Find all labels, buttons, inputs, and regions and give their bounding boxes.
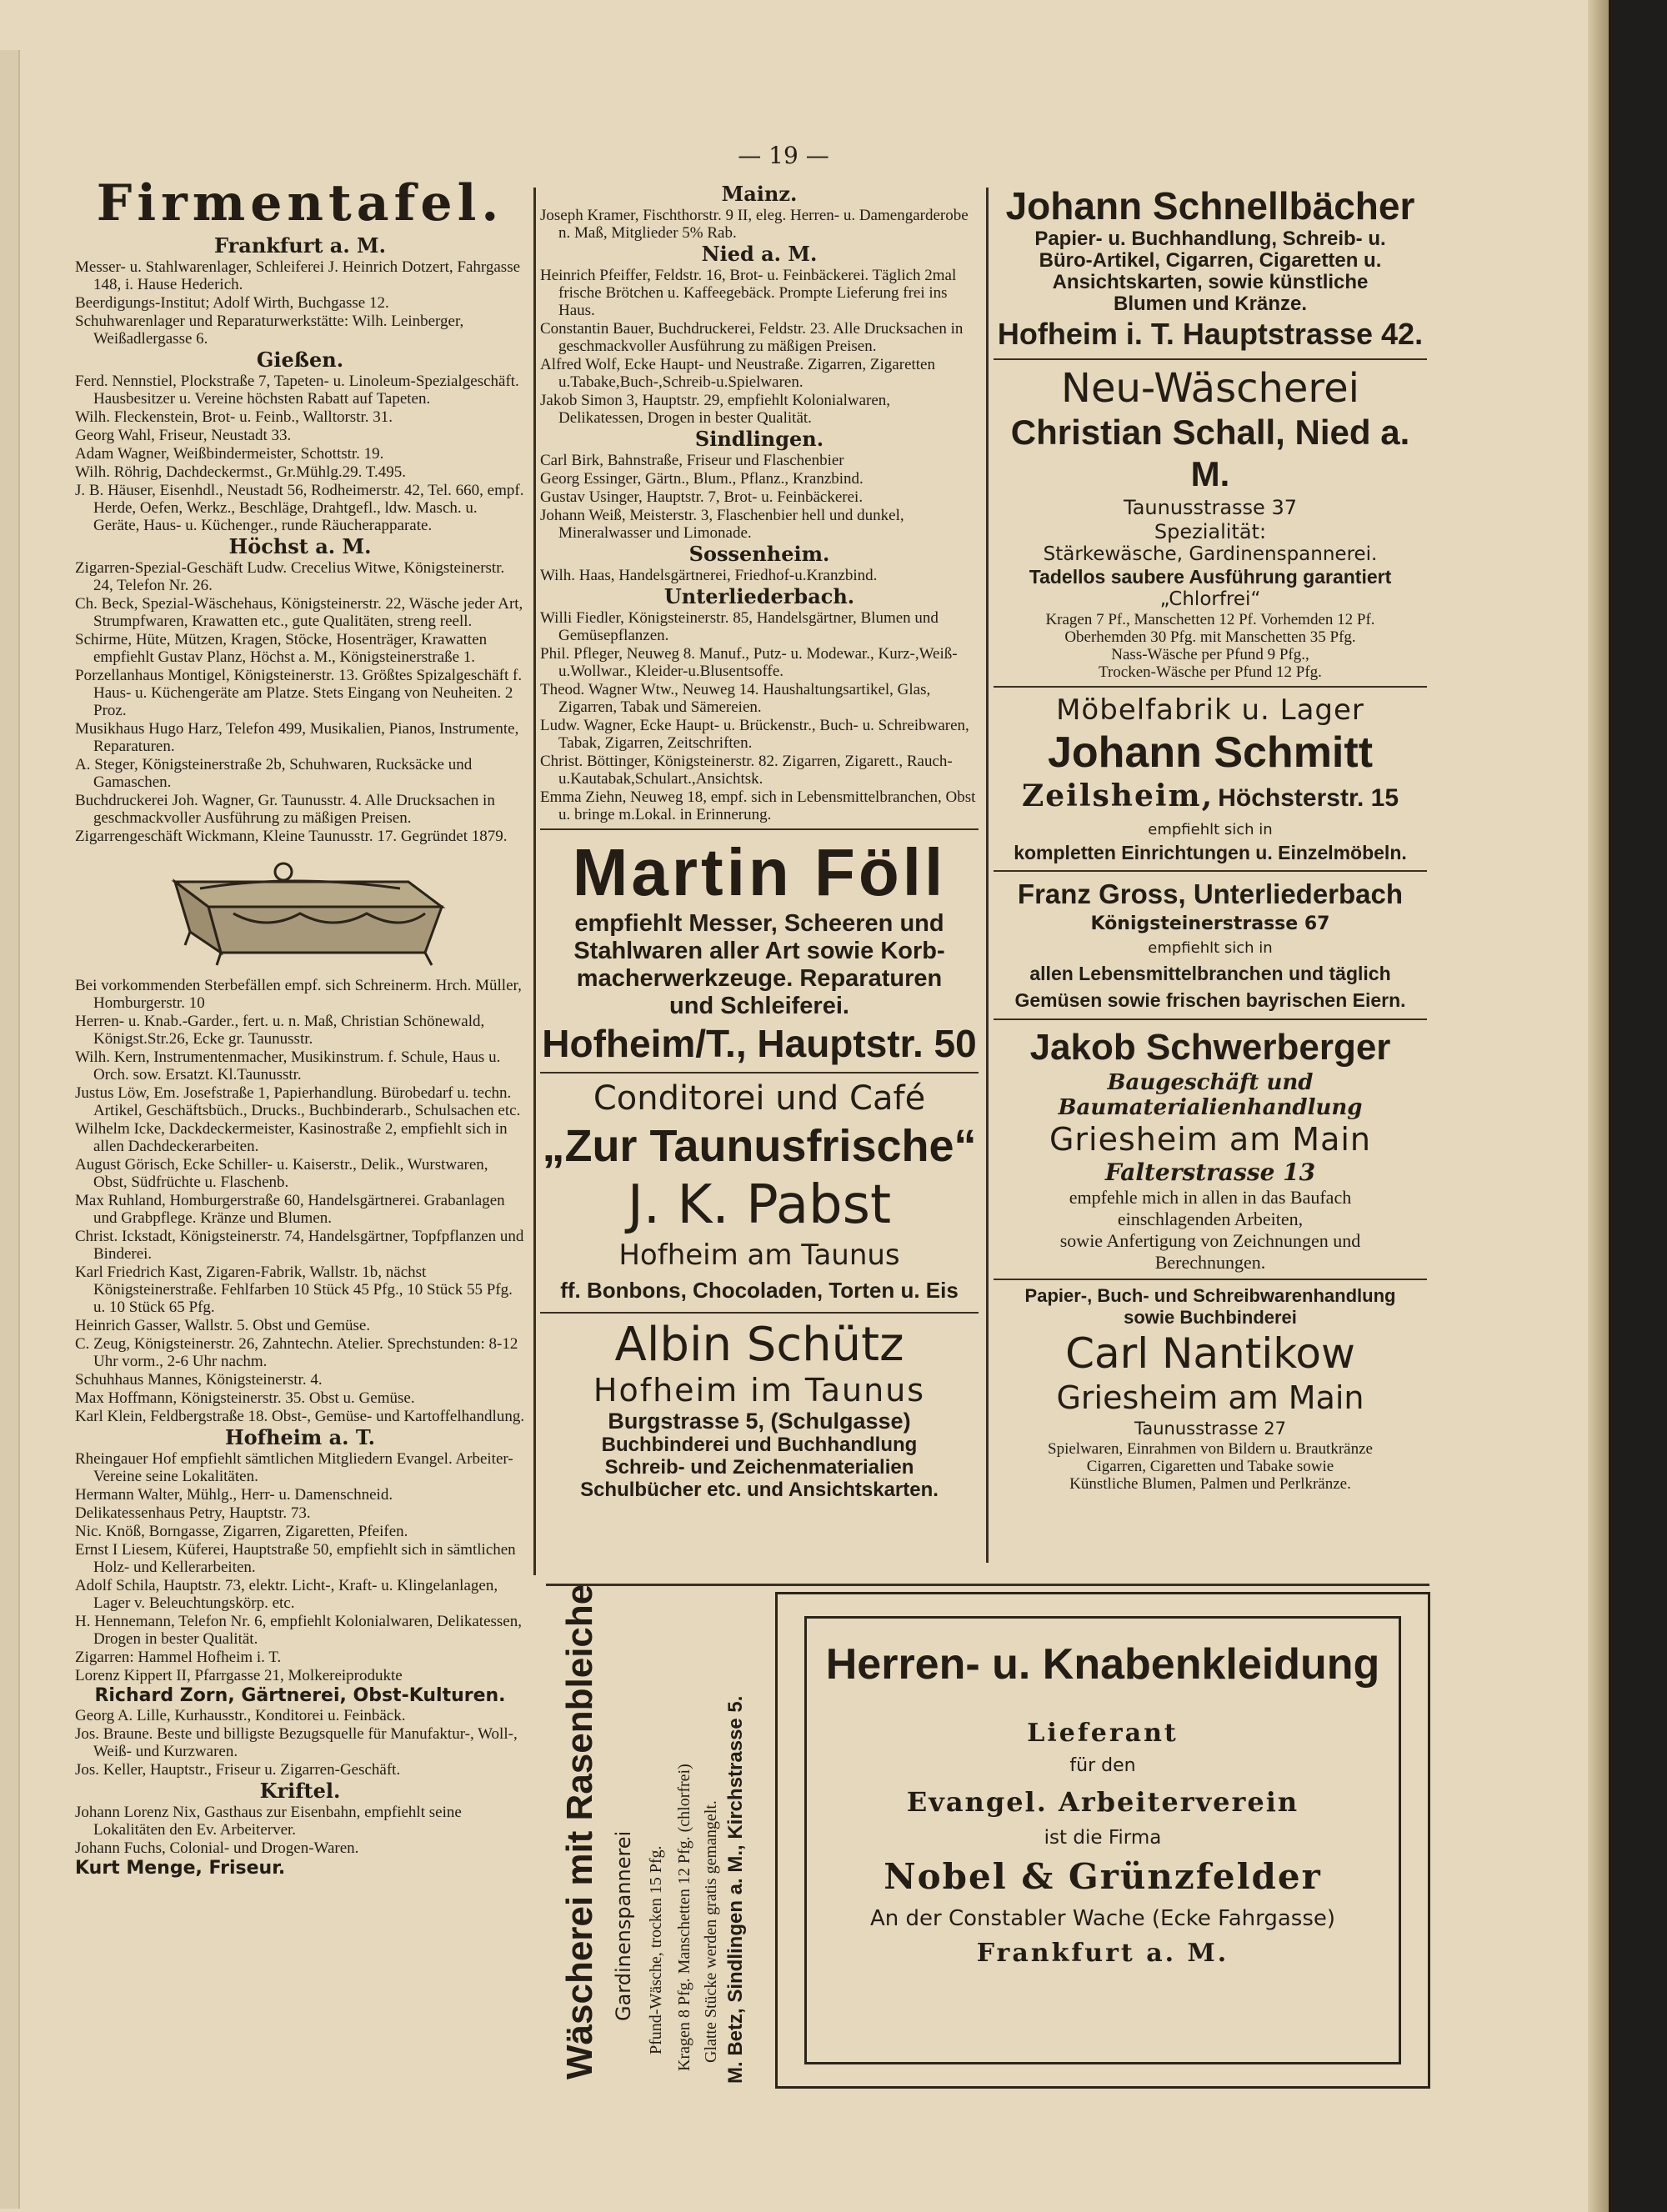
ad-martin-foell [540,835,979,1067]
divider [994,1279,1427,1280]
schwerberger-name: Jakob Schwerberger [1029,1027,1391,1068]
nobel-line-5: An der Constabler Wache (Ecke Fahrgasse) [869,1906,1336,1931]
column-right [994,183,1427,1567]
foell-line-3: macherwerkzeuge. Reparaturen [576,965,943,992]
gross-line-2: empfiehlt sich in [1148,939,1273,957]
divider [994,686,1427,688]
schwerberger-line-2: Baumaterialienhandlung [1058,1095,1363,1120]
directory-entry: Wilh. Haas, Handelsgärtnerei, Friedhof-u.Kranzbind. [540,567,878,584]
schnell-line-2: Büro-Artikel, Cigarren, Cigaretten u. [1039,249,1382,272]
directory-entry: August Görisch, Ecke Schiller- u. Kaiserstr., Delik., Wurstwaren, Obst, Südfrüchte u. Flaschenb. [75,1156,488,1191]
ad-nobel-gruenzfelder [775,1592,1430,2089]
nobel-line-6: Frankfurt a. M. [976,1939,1229,1968]
directory-entry: Ernst I Liesem, Küferei, Hauptstraße 50, empfiehlt sich in sämtlichen Holz- und Kellerarbeiten. [75,1541,516,1576]
nobel-line-1: Lieferant [1027,1719,1179,1748]
schnell-address: Hofheim i. T. Hauptstrasse 42. [997,317,1424,351]
schnell-name: Johann Schnellbächer [1005,184,1415,228]
directory-entry: Joseph Kramer, Fischthorstr. 9 II, eleg. Herren- u. Damengarderobe n. Maß, Mitglieder 5% Rab. [540,207,969,242]
section-heading: Gießen. [256,348,344,372]
schall-line-7: Oberhemden 30 Pfg. mit Manschetten 35 Pfg. [1064,628,1356,646]
directory-entry: Lorenz Kippert II, Pfarrgasse 21, Molkereiprodukte [75,1667,403,1684]
schwerberger-street: Falterstrasse 13 [1104,1159,1316,1186]
schall-line-8: Nass-Wäsche per Pfund 9 Pfg., [1111,646,1309,663]
directory-entry: Christ. Böttinger, Königsteinerstr. 82. Zigarren, Zigarett., Rauch-u.Kautabak,Schulart.,Ansichtsk. [540,753,953,788]
directory-entry: A. Steger, Königsteinerstraße 2b, Schuhwaren, Rucksäcke und Gamaschen. [75,756,473,791]
coffin-illustration [75,848,525,973]
section-heading: Sindlingen. [694,427,824,451]
page-stack-edge [1588,0,1609,2212]
directory-entry: Zigarren: Hammel Hofheim i. T. [75,1649,282,1666]
gross-title: Franz Gross, Unterliederbach [1017,878,1404,909]
schall-line-3: Stärkewäsche, Gardinenspannerei. [1043,543,1378,565]
directory-entry: Schirme, Hüte, Mützen, Kragen, Stöcke, Hosenträger, Krawatten empfiehlt Gustav Planz, Höchst a. M., Königsteinerstraße 1. [75,631,488,666]
section-heading-kriftel: Kriftel. [259,1779,341,1803]
col1-kriftel-list [75,1804,525,1857]
nobel-title: Herren- u. Knabenkleidung [825,1640,1380,1689]
divider [540,1072,979,1073]
ad-pabst [540,1078,979,1307]
adjacent-page-edge [0,50,20,2209]
directory-entry: H. Hennemann, Telefon Nr. 6, empfiehlt Kolonialwaren, Delikatessen, Drogen in bester Qualität. [75,1613,522,1648]
divider [540,828,979,830]
nantikow-line-6: Künstliche Blumen, Palmen und Perlkränze. [1069,1475,1351,1493]
directory-entry: Johann Lorenz Nix, Gasthaus zur Eisenbahn, empfiehlt seine Lokalitäten den Ev. Arbeiterver. [75,1804,462,1839]
schmitt-title-1: Möbelfabrik u. Lager [1056,693,1364,727]
directory-entry: Emma Ziehn, Neuweg 18, empf. sich in Lebensmittelbranchen, Obst u. bringe m.Lokal. in Erinnerung. [540,788,976,823]
section-heading: Sossenheim. [688,542,830,566]
nantikow-line-1: Papier-, Buch- und Schreibwarenhandlung [1024,1285,1396,1306]
directory-entry: Heinrich Gasser, Wallstr. 5. Obst und Gemüse. [75,1317,371,1334]
pabst-line-5: ff. Bonbons, Chocoladen, Torten u. Eis [560,1278,959,1303]
nantikow-town: Griesheim am Main [1056,1379,1364,1416]
betz-title: Wäscherei mit Rasenbleiche [559,1584,600,2079]
directory-entry: Bei vorkommenden Sterbefällen empf. sich Schreinerm. Hrch. Müller, Homburgerstr. 10 [75,977,522,1012]
directory-entry: Zigarren-Spezial-Geschäft Ludw. Crecelius Witwe, Königsteinerstr. 24, Telefon Nr. 26. [75,559,505,594]
schall-line-1: Taunusstrasse 37 [1124,496,1297,519]
directory-entry: Messer- u. Stahlwarenlager, Schleiferei J. Heinrich Dotzert, Fahrgasse 148, i. Hause Hederich. [75,258,521,293]
ad-betz [550,1584,750,2088]
pabst-line-1: Conditorei und Café [593,1079,926,1118]
divider [994,870,1427,872]
schnell-line-4: Blumen und Kränze. [1113,293,1308,315]
directory-entry: Delikatessenhaus Petry, Hauptstr. 73. [75,1504,311,1522]
betz-line-2: Pfund-Wäsche, trocken 15 Pfg. [647,1845,665,2054]
col1-sections [75,235,525,845]
directory-entry: Constantin Bauer, Buchdruckerei, Feldstr. 23. Alle Drucksachen in geschmackvoller Ausführung zu mäßigen Preisen. [540,320,964,355]
directory-entry: Karl Friedrich Kast, Zigaren-Fabrik, Wallstr. 1b, nächst Königsteinerstraße. Fehlfarben 10 Stück 45 Pfg., 10 Stück 55 Pfg. u. 10 Stück 65 Pfg. [75,1264,513,1316]
schnell-line-1: Papier- u. Buchhandlung, Schreib- u. [1034,228,1386,250]
gross-line-3: allen Lebensmittelbranchen und täglich [1029,963,1391,984]
section-heading: Frankfurt a. M. [214,233,386,258]
section-heading: Nied a. M. [701,242,818,266]
divider [994,358,1427,360]
ad-schall [994,365,1427,681]
schuetz-line-2: Burgstrasse 5, (Schulgasse) [608,1409,911,1434]
directory-entry: Wilhelm Icke, Dackdeckermeister, Kasinostraße 2, empfiehlt sich in allen Dachdeckerarbeiten. [75,1120,508,1155]
nantikow-line-4: Spielwaren, Einrahmen von Bildern u. Brautkränze [1048,1440,1373,1458]
foell-line-1: empfiehlt Messer, Scheeren und [574,910,944,937]
directory-entry: Willi Fiedler, Königsteinerstr. 85, Handelsgärtner, Blumen und Gemüsepflanzen. [540,609,939,644]
directory-entry: Beerdigungs-Institut; Adolf Wirth, Buchgasse 12. [75,294,389,312]
ad-gross [994,877,1427,1013]
foell-name: Martin Föll [572,835,947,909]
directory-entry: Wilh. Röhrig, Dachdeckermst., Gr.Mühlg.29. T.495. [75,463,406,481]
directory-entry: Justus Löw, Em. Josefstraße 1, Papierhandlung. Bürobedarf u. techn. Artikel, Geschäftsbüch., Drucks., Buchbinderarb., Schulsachen etc. [75,1084,521,1119]
betz-line-1: Gardinenspannerei [612,1830,635,2021]
foell-line-2: Stahlwaren aller Art sowie Korb- [573,938,945,964]
directory-entry: Adolf Schila, Hauptstr. 73, elektr. Licht-, Kraft- u. Klingelanlagen, Lager v. Beleuchtungskörp. etc. [75,1577,498,1612]
directory-entry: Max Hoffmann, Königsteinerstr. 35. Obst u. Gemüse. [75,1389,415,1407]
schall-line-2: Spezialität: [1154,520,1267,543]
ad-nantikow [994,1285,1427,1493]
schwerberger-town: Griesheim am Main [1049,1121,1371,1158]
schuetz-line-4: Schreib- und Zeichenmaterialien [604,1456,914,1479]
nobel-line-2: für den [1069,1755,1136,1776]
schnell-line-3: Ansichtskarten, sowie künstliche [1052,271,1369,293]
directory-entry: Johann Weiß, Meisterstr. 3, Flaschenbier hell und dunkel, Mineralwasser und Limonade. [540,507,904,542]
ad-schnellbaecher [994,183,1427,353]
directory-entry: Musikhaus Hugo Harz, Telefon 499, Musikalien, Pianos, Instrumente, Reparaturen. [75,720,519,755]
nobel-line-3: Evangel. Arbeiterverein [906,1786,1299,1818]
firmentafel-title: Firmentafel. [96,175,504,233]
nobel-name: Nobel & Grünzfelder [884,1856,1322,1897]
schwerberger-line-4: einschlagenden Arbeiten, [1117,1209,1304,1229]
directory-entry: Wilh. Fleckenstein, Brot- u. Feinb., Walltorstr. 31. [75,408,393,426]
schmitt-town: Zeilsheim, [1021,778,1214,813]
nantikow-line-2: sowie Buchbinderei [1124,1307,1297,1328]
schmitt-line-2: kompletten Einrichtungen u. Einzelmöbeln. [1014,842,1407,863]
directory-entry: Adam Wagner, Weißbindermeister, Schottstr. 19. [75,445,384,463]
schwerberger-line-6: Berechnungen. [1154,1252,1266,1273]
directory-entry: Schuhwarenlager und Reparaturwerkstätte: Wilh. Leinberger, Weißadlergasse 6. [75,313,464,348]
schwerberger-line-3: empfehle mich in allen in das Baufach [1069,1187,1352,1208]
bottom-block-rule [546,1584,1429,1586]
section-heading: Unterliederbach. [663,584,855,608]
pabst-line-3: J. K. Pabst [627,1174,892,1236]
directory-entry: Christ. Ickstadt, Königsteinerstr. 74, Handelsgärtner, Topfpflanzen und Binderei. [75,1228,524,1263]
schall-title-2: Christian Schall, Nied a. M. [1010,413,1410,493]
schmitt-title-3 [994,778,1427,820]
directory-entry: Ch. Beck, Spezial-Wäschehaus, Königsteinerstr. 22, Wäsche jeder Art, Strumpfwaren, Krawatten etc., gute Qualitäten, streng reell. [75,595,523,630]
section-heading-hofheim: Hofheim a. T. [225,1425,375,1449]
directory-entry: Jos. Keller, Hauptstr., Friseur u. Zigarren-Geschäft. [75,1761,401,1779]
nobel-inner-frame [804,1616,1401,2064]
schmitt-title-2: Johann Schmitt [1047,728,1374,777]
divider [994,1018,1427,1020]
schuetz-line-1: Hofheim im Taunus [593,1372,926,1409]
betz-line-3: Kragen 8 Pfg. Manschetten 12 Pfg. (chlorfrei) [675,1764,693,2071]
directory-entry: Zigarrengeschäft Wickmann, Kleine Taunusstr. 17. Gegründet 1879. [75,828,508,845]
nantikow-line-5: Cigarren, Cigaretten und Tabake sowie [1086,1458,1334,1475]
schuetz-name: Albin Schütz [614,1318,904,1372]
directory-entry: Ludw. Wagner, Ecke Haupt- u. Brückenstr., Buch- u. Schreibwaren, Tabak, Zigarren, Zeitschriften. [540,717,969,752]
col1-hofheim-list [75,1450,525,1684]
schuetz-line-5: Schulbücher etc. und Ansichtskarten. [580,1479,939,1501]
section-heading: Höchst a. M. [228,534,372,558]
directory-entry: Herren- u. Knab.-Garder., fert. u. n. Maß, Christian Schönewald, Königst.Str.26, Ecke gr. Taunusstr. [75,1013,485,1048]
betz-line-5: M. Betz, Sindlingen a. M., Kirchstrasse 5. [724,1695,747,2084]
directory-entry: Gustav Usinger, Hauptstr. 7, Brot- u. Feinbäckerei. [540,488,864,506]
directory-entry: Jos. Braune. Beste und billigste Bezugsquelle für Manufaktur-, Woll-, Weiß- und Kurzwaren. [75,1725,518,1760]
schall-line-4: Tadellos saubere Ausführung garantiert [1029,566,1392,588]
directory-entry: Georg A. Lille, Kurhausstr., Konditorei u. Feinbäck. [75,1707,406,1724]
nantikow-line-3: Taunusstrasse 27 [1134,1419,1286,1439]
gross-line-4: Gemüsen sowie frischen bayrischen Eiern. [1014,989,1406,1011]
col1-hochst-continued [75,977,525,1425]
schmitt-line-1: empfiehlt sich in [1148,821,1273,838]
directory-entry: Buchdruckerei Joh. Wagner, Gr. Taunusstr. 4. Alle Drucksachen in geschmackvoller Ausführung zu mäßigen Preisen. [75,792,495,827]
menge-entry: Kurt Menge, Friseur. [75,1858,286,1879]
column-firmentafel [75,175,525,1879]
directory-entry: Alfred Wolf, Ecke Haupt- und Neustraße. Zigarren, Zigaretten u.Tabake,Buch-,Schreib-u.Spielwaren. [540,356,935,391]
column-divider-1 [533,188,536,1575]
directory-entry: Johann Fuchs, Colonial- und Drogen-Waren. [75,1839,359,1857]
section-heading: Mainz. [721,182,798,206]
betz-line-4: Glatte Stücke werden gratis gemangelt. [702,1800,720,2063]
pabst-line-4: Hofheim am Taunus [618,1239,900,1272]
directory-entry: Carl Birk, Bahnstraße, Friseur und Flaschenbier [540,452,844,469]
page-number: — 19 — [738,142,829,169]
ad-schwerberger [994,1025,1427,1274]
directory-entry: J. B. Häuser, Eisenhdl., Neustadt 56, Rodheimerstr. 42, Tel. 660, empf. Herde, Oefen, Werkz., Beschläge, Drahtgefl., ldw. Masch. u. Geräte, Haus- u. Küchenger., runde Räucherapparate. [75,482,524,534]
column-middle [540,182,979,1565]
column-divider-2 [986,188,989,1563]
schall-line-5: „Chlorfrei“ [1159,588,1261,610]
schall-line-6: Kragen 7 Pf., Manschetten 12 Pf. Vorhemden 12 Pf. [1045,611,1375,628]
directory-entry: Nic. Knöß, Borngasse, Zigarren, Zigaretten, Pfeifen. [75,1523,408,1540]
ad-albin-schuetz [540,1319,979,1501]
zorn-entry: Richard Zorn, Gärtnerei, Obst-Kulturen. [94,1685,506,1706]
schwerberger-line-5: sowie Anfertigung von Zeichnungen und [1059,1230,1361,1251]
schuetz-line-3: Buchbinderei und Buchhandlung [601,1434,918,1456]
foell-address: Hofheim/T., Hauptstr. 50 [542,1022,977,1065]
directory-entry: Rheingauer Hof empfiehlt sämtlichen Mitgliedern Evangel. Arbeiter-Vereine seine Lokalitäten. [75,1450,513,1485]
schall-line-9: Trocken-Wäsche per Pfund 12 Pfg. [1099,663,1322,681]
foell-line-4: und Schleiferei. [669,993,849,1019]
directory-entry: C. Zeug, Königsteinerstr. 26, Zahntechn. Atelier. Sprechstunden: 8-12 Uhr vorm., 2-6 Uhr nachm. [75,1335,518,1370]
directory-entry: Wilh. Kern, Instrumentenmacher, Musikinstrum. f. Schule, Haus u. Orch. sow. Ersatzt. Kl.Taunusstr. [75,1048,501,1083]
directory-entry: Karl Klein, Feldbergstraße 18. Obst-, Gemüse- und Kartoffelhandlung. [75,1408,525,1425]
directory-entry: Ferd. Nennstiel, Plockstraße 7, Tapeten- u. Linoleum-Spezialgeschäft. Hausbesitzer u. Vereine höchsten Rabatt auf Tapeten. [75,373,519,408]
schmitt-street: Höchsterstr. 15 [1218,784,1399,812]
directory-entry: Schuhhaus Mannes, Königsteinerstr. 4. [75,1371,323,1389]
directory-entry: Georg Wahl, Friseur, Neustadt 33. [75,427,292,444]
nobel-line-4: ist die Firma [1044,1827,1162,1849]
directory-entry: Jakob Simon 3, Hauptstr. 29, empfiehlt Kolonialwaren, Delikatessen, Drogen in bester Qualität. [540,392,891,427]
pabst-line-2: „Zur Taunusfrische“ [542,1121,977,1171]
directory-entry: Phil. Pfleger, Neuweg 8. Manuf., Putz- u. Modewar., Kurz-,Weiß- u.Wollwar., Kleider-u.Blusentsoffe. [540,645,958,680]
directory-entry: Heinrich Pfeiffer, Feldstr. 16, Brot- u. Feinbäckerei. Täglich 2mal frische Brötchen u. Kaffeegebäck. Prompte Lieferung frei ins Haus. [540,267,957,319]
ad-schmitt [994,693,1427,865]
book-spine [1609,0,1667,2212]
schwerberger-line-1: Baugeschäft und [1107,1070,1314,1095]
col2-sections [540,183,979,823]
directory-entry: Georg Essinger, Gärtn., Blum., Pflanz., Kranzbind. [540,470,864,488]
directory-entry: Hermann Walter, Mühlg., Herr- u. Damenschneid. [75,1486,393,1504]
schall-title-1: Neu-Wäscherei [1061,365,1359,412]
gross-line-1: Königsteinerstrasse 67 [1090,913,1330,934]
directory-entry: Porzellanhaus Montigel, Königsteinerstr. 13. Größtes Spizalgeschäft f. Haus- u. Küchengeräte am Platze. Stets Eingang von Neuheiten. 2 Proz. [75,667,523,719]
directory-entry: Theod. Wagner Wtw., Neuweg 14. Haushaltungsartikel, Glas, Zigarren, Tabak und Sämereien. [540,681,931,716]
col1-hofheim-list-2 [75,1707,525,1779]
divider [540,1312,979,1314]
nantikow-name: Carl Nantikow [1065,1329,1355,1378]
directory-entry: Max Ruhland, Homburgerstraße 60, Handelsgärtnerei. Grabanlagen und Grabpflege. Kränze und Blumen. [75,1192,505,1227]
